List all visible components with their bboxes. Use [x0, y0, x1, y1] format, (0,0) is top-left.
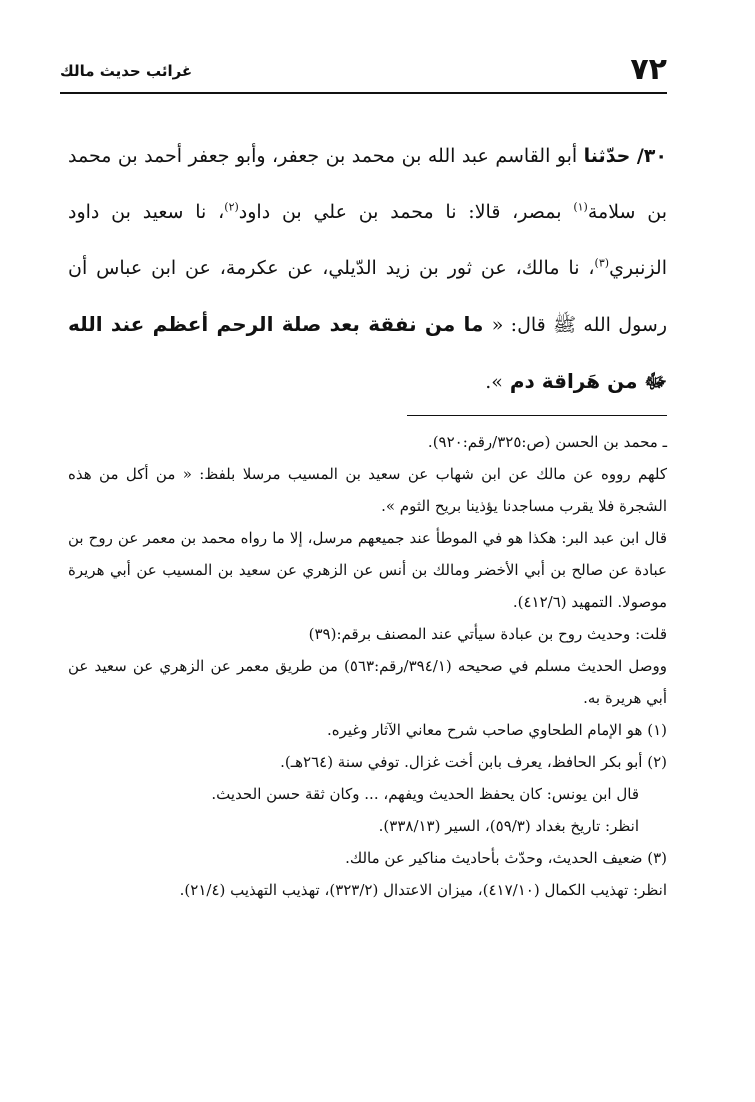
footnote-line: قال ابن عبد البر: هكذا هو في الموطأ عند جميعهم مرسل، إلا ما رواه محمد بن معمر عن روح بن عبادة عن صالح بن أبي الأخضر ومالك بن أنس عن الزهري عن سعيد بن المسيب عن أبي هريرة موصولا. التمهيد (٤١٢/٦).: [68, 529, 667, 611]
footnote-line: قلت: وحديث روح بن عبادة سيأتي عند المصنف برقم:(٣٩): [308, 625, 667, 643]
hadith-matn: ما من نفقة بعد صلة الرحم أعظم عند الله ﷻ من هَراقة دم: [68, 312, 667, 393]
footnote-ref-2: (٢): [224, 200, 239, 214]
footnote-line: ـ محمد بن الحسن (ص:٣٢٥/رقم:٩٢٠).: [427, 433, 667, 451]
header-rule: [60, 92, 667, 94]
footnote-ref-3: (٣): [594, 256, 610, 270]
haddathana-word: حدّثنا: [583, 145, 631, 167]
footnotes: [68, 426, 667, 906]
footnote-2: (٢) أبو بكر الحافظ، يعرف بابن أخت غزال. توفي سنة (٢٦٤هـ).: [280, 753, 667, 771]
page-header: [60, 52, 667, 92]
footnote-3: (٣) ضعيف الحديث، وحدّث بأحاديث مناكير عن مالك.: [345, 849, 667, 867]
page-number: ٧٢: [630, 52, 667, 87]
footnote-line: ووصل الحديث مسلم في صحيحه (٣٩٤/١/رقم:٥٦٣) من طريق معمر عن الزهري عن سعيد عن أبي هريرة به.: [68, 657, 668, 707]
hadith-number: ٣٠/: [636, 145, 667, 167]
footnote-ref-1: (١): [573, 200, 588, 214]
footnote-separator: [407, 415, 667, 416]
footnote-1: (١) هو الإمام الطحاوي صاحب شرح معاني الآثار وغيره.: [326, 721, 667, 739]
hadith-isnad-part1: أبو القاسم عبد الله بن محمد بن جعفر، وأبو جعفر أحمد بن محمد بن سلامة: [68, 145, 667, 223]
hadith-end: ».: [485, 371, 503, 393]
footnote-line: كلهم رووه عن مالك عن ابن شهاب عن سعيد بن المسيب مرسلا بلفظ: « من أكل من هذه الشجرة فلا يقرب مساجدنا يؤذينا بريح الثوم ».: [68, 465, 667, 515]
footnote-line: قال ابن يونس: كان يحفظ الحديث ويفهم، ... وكان ثقة حسن الحديث.: [211, 785, 639, 803]
hadith-isnad-part3: ، نا سعيد بن داود الزنبري: [68, 201, 667, 279]
hadith-isnad-part2: بمصر، قالا: نا محمد بن علي بن داود: [238, 201, 574, 223]
hadith-isnad-part4: ، نا مالك، عن ثور بن زيد الدّيلي، عن عكرمة، عن ابن عباس أن رسول الله ﷺ قال: «: [68, 257, 667, 336]
hadith-text: [68, 128, 667, 410]
running-title: غرائب حديث مالك: [60, 62, 193, 80]
footnote-line: انظر: تهذيب الكمال (٤١٧/١٠)، ميزان الاعتدال (٣٢٣/٢)، تهذيب التهذيب (٢١/٤).: [179, 881, 667, 899]
hadith-paragraph: [68, 128, 667, 410]
footnote-line: انظر: تاريخ بغداد (٥٩/٣)، السير (٣٣٨/١٣).: [378, 817, 639, 835]
